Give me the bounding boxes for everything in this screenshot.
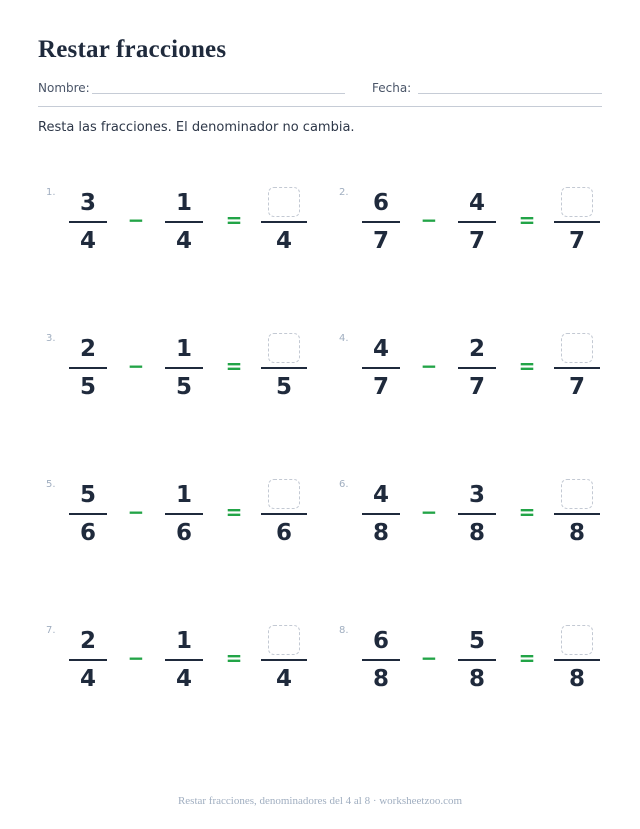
minus-sign: − bbox=[420, 500, 438, 524]
minuend-fraction bbox=[69, 187, 107, 267]
fraction-bar bbox=[261, 659, 307, 661]
equals-sign: = bbox=[225, 646, 243, 670]
answer-fraction bbox=[261, 479, 307, 559]
numerator: 1 bbox=[175, 482, 192, 508]
problem-8 bbox=[339, 625, 629, 705]
numerator: 5 bbox=[468, 628, 485, 654]
problem-3 bbox=[46, 333, 336, 413]
numerator: 2 bbox=[468, 336, 485, 362]
answer-fraction bbox=[554, 187, 600, 267]
problem-number: 7. bbox=[46, 625, 56, 636]
subtrahend-fraction bbox=[165, 333, 203, 413]
fraction-bar bbox=[261, 221, 307, 223]
fraction-bar bbox=[261, 513, 307, 515]
answer-fraction bbox=[554, 479, 600, 559]
name-field-line[interactable] bbox=[92, 93, 345, 94]
problem-7 bbox=[46, 625, 336, 705]
denominator: 7 bbox=[372, 374, 389, 400]
numerator: 5 bbox=[79, 482, 96, 508]
numerator: 1 bbox=[175, 336, 192, 362]
fraction-bar bbox=[362, 367, 400, 369]
page-title: Restar fracciones bbox=[38, 36, 227, 63]
denominator: 6 bbox=[275, 520, 292, 546]
denominator: 8 bbox=[372, 520, 389, 546]
denominator: 4 bbox=[175, 666, 192, 692]
minus-sign: − bbox=[127, 354, 145, 378]
denominator: 4 bbox=[275, 228, 292, 254]
equals-sign: = bbox=[518, 354, 536, 378]
fraction-bar bbox=[458, 659, 496, 661]
denominator: 4 bbox=[275, 666, 292, 692]
answer-fraction bbox=[261, 625, 307, 705]
subtrahend-fraction bbox=[458, 187, 496, 267]
answer-fraction bbox=[554, 333, 600, 413]
minuend-fraction bbox=[69, 479, 107, 559]
numerator: 1 bbox=[175, 190, 192, 216]
denominator: 7 bbox=[568, 228, 585, 254]
problem-1 bbox=[46, 187, 336, 267]
numerator: 4 bbox=[372, 336, 389, 362]
subtrahend-fraction bbox=[165, 187, 203, 267]
header-divider bbox=[38, 106, 602, 107]
denominator: 8 bbox=[468, 666, 485, 692]
minuend-fraction bbox=[69, 333, 107, 413]
denominator: 7 bbox=[568, 374, 585, 400]
date-field-line[interactable] bbox=[418, 93, 602, 94]
fraction-bar bbox=[69, 221, 107, 223]
denominator: 8 bbox=[568, 520, 585, 546]
fraction-bar bbox=[458, 221, 496, 223]
problem-number: 6. bbox=[339, 479, 349, 490]
fraction-bar bbox=[458, 513, 496, 515]
problem-6 bbox=[339, 479, 629, 559]
fraction-bar bbox=[165, 367, 203, 369]
answer-fraction bbox=[261, 333, 307, 413]
numerator: 2 bbox=[79, 628, 96, 654]
denominator: 5 bbox=[175, 374, 192, 400]
denominator: 4 bbox=[175, 228, 192, 254]
fraction-bar bbox=[554, 659, 600, 661]
fraction-bar bbox=[554, 513, 600, 515]
denominator: 8 bbox=[372, 666, 389, 692]
answer-input-box[interactable] bbox=[268, 479, 300, 509]
fraction-bar bbox=[458, 367, 496, 369]
denominator: 7 bbox=[468, 374, 485, 400]
fraction-bar bbox=[362, 221, 400, 223]
answer-input-box[interactable] bbox=[268, 625, 300, 655]
minuend-fraction bbox=[362, 479, 400, 559]
numerator: 6 bbox=[372, 190, 389, 216]
name-label: Nombre: bbox=[38, 81, 90, 95]
fraction-bar bbox=[362, 513, 400, 515]
date-label: Fecha: bbox=[372, 81, 412, 95]
minus-sign: − bbox=[420, 354, 438, 378]
numerator: 3 bbox=[79, 190, 96, 216]
minus-sign: − bbox=[127, 646, 145, 670]
minuend-fraction bbox=[362, 187, 400, 267]
equals-sign: = bbox=[518, 208, 536, 232]
answer-input-box[interactable] bbox=[268, 187, 300, 217]
numerator: 4 bbox=[372, 482, 389, 508]
fraction-bar bbox=[165, 221, 203, 223]
subtrahend-fraction bbox=[165, 479, 203, 559]
fraction-bar bbox=[165, 513, 203, 515]
fraction-bar bbox=[69, 513, 107, 515]
numerator: 4 bbox=[468, 190, 485, 216]
instructions: Resta las fracciones. El denominador no cambia. bbox=[38, 120, 355, 135]
equals-sign: = bbox=[225, 208, 243, 232]
equals-sign: = bbox=[225, 354, 243, 378]
fraction-bar bbox=[554, 367, 600, 369]
answer-fraction bbox=[261, 187, 307, 267]
answer-input-box[interactable] bbox=[561, 187, 593, 217]
footer: Restar fracciones, denominadores del 4 al 8 · worksheetzoo.com bbox=[177, 795, 463, 807]
denominator: 7 bbox=[372, 228, 389, 254]
problem-2 bbox=[339, 187, 629, 267]
problem-number: 8. bbox=[339, 625, 349, 636]
minus-sign: − bbox=[420, 208, 438, 232]
problem-number: 1. bbox=[46, 187, 56, 198]
numerator: 2 bbox=[79, 336, 96, 362]
problem-4 bbox=[339, 333, 629, 413]
minuend-fraction bbox=[69, 625, 107, 705]
fraction-bar bbox=[362, 659, 400, 661]
answer-input-box[interactable] bbox=[561, 479, 593, 509]
equals-sign: = bbox=[225, 500, 243, 524]
fraction-bar bbox=[165, 659, 203, 661]
fraction-bar bbox=[554, 221, 600, 223]
numerator: 3 bbox=[468, 482, 485, 508]
fraction-bar bbox=[69, 659, 107, 661]
denominator: 8 bbox=[568, 666, 585, 692]
denominator: 6 bbox=[79, 520, 96, 546]
minuend-fraction bbox=[362, 625, 400, 705]
subtrahend-fraction bbox=[458, 333, 496, 413]
problem-number: 3. bbox=[46, 333, 56, 344]
minus-sign: − bbox=[420, 646, 438, 670]
denominator: 6 bbox=[175, 520, 192, 546]
problem-5 bbox=[46, 479, 336, 559]
equals-sign: = bbox=[518, 500, 536, 524]
subtrahend-fraction bbox=[458, 625, 496, 705]
denominator: 7 bbox=[468, 228, 485, 254]
denominator: 8 bbox=[468, 520, 485, 546]
problem-number: 2. bbox=[339, 187, 349, 198]
answer-input-box[interactable] bbox=[561, 333, 593, 363]
denominator: 5 bbox=[79, 374, 96, 400]
answer-input-box[interactable] bbox=[268, 333, 300, 363]
answer-input-box[interactable] bbox=[561, 625, 593, 655]
problem-number: 5. bbox=[46, 479, 56, 490]
problem-number: 4. bbox=[339, 333, 349, 344]
equals-sign: = bbox=[518, 646, 536, 670]
answer-fraction bbox=[554, 625, 600, 705]
numerator: 6 bbox=[372, 628, 389, 654]
minus-sign: − bbox=[127, 500, 145, 524]
minuend-fraction bbox=[362, 333, 400, 413]
denominator: 5 bbox=[275, 374, 292, 400]
denominator: 4 bbox=[79, 666, 96, 692]
subtrahend-fraction bbox=[165, 625, 203, 705]
minus-sign: − bbox=[127, 208, 145, 232]
fraction-bar bbox=[69, 367, 107, 369]
subtrahend-fraction bbox=[458, 479, 496, 559]
denominator: 4 bbox=[79, 228, 96, 254]
numerator: 1 bbox=[175, 628, 192, 654]
fraction-bar bbox=[261, 367, 307, 369]
